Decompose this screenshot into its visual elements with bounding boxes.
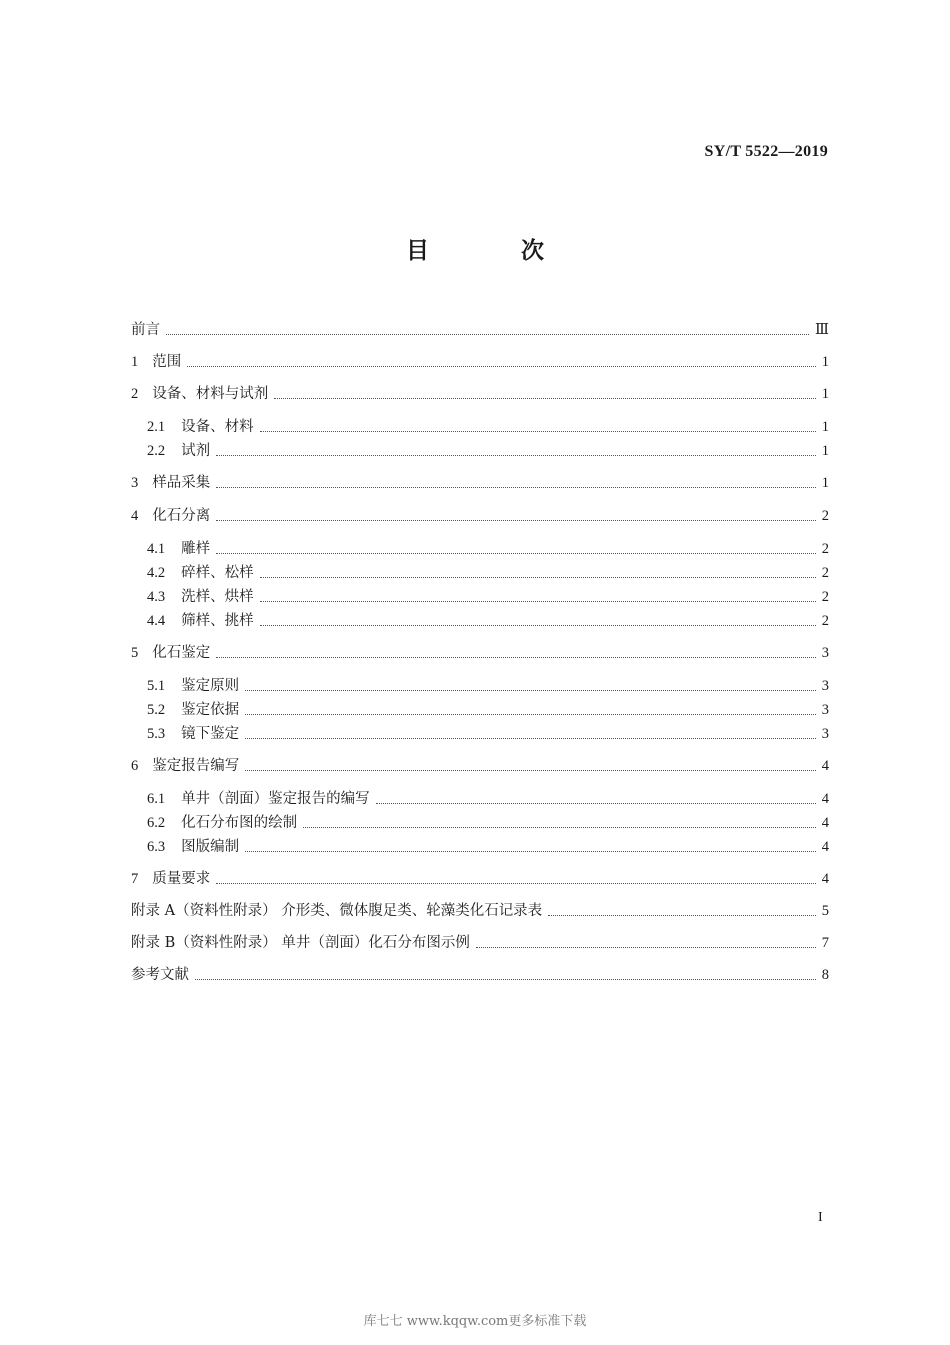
toc-entry-number: 6.3	[147, 839, 166, 855]
toc-dot-leader	[216, 520, 816, 521]
toc-dot-leader	[216, 883, 816, 884]
toc-dot-leader	[216, 455, 816, 456]
toc-entry-title: 鉴定报告编写	[152, 758, 240, 774]
toc-dot-leader	[260, 577, 816, 578]
toc-entry-title: 单井（剖面）鉴定报告的编写	[181, 791, 370, 807]
toc-entry-title: 参考文献	[131, 967, 189, 983]
toc-entry-page: 2	[821, 541, 829, 557]
toc-entry[interactable]	[131, 933, 829, 953]
toc-entry-title: 附录 B（资料性附录） 单井（剖面）化石分布图示例	[131, 935, 470, 951]
toc-entry-page: 1	[821, 475, 829, 491]
toc-entry[interactable]	[147, 676, 829, 696]
toc-entry-page: 1	[821, 443, 829, 459]
toc-entry-page: 7	[821, 935, 829, 951]
toc-dot-leader	[260, 601, 816, 602]
toc-entry-title: 化石鉴定	[152, 645, 211, 661]
toc-entry-page: 3	[821, 678, 829, 694]
toc-entry[interactable]	[147, 539, 829, 559]
toc-entry[interactable]	[131, 506, 829, 526]
toc-entry-number: 4.1	[147, 541, 166, 557]
toc-entry[interactable]	[147, 587, 829, 607]
toc-entry[interactable]	[131, 965, 829, 985]
toc-entry-page: 3	[821, 645, 829, 661]
toc-entry[interactable]	[131, 352, 829, 372]
toc-entry[interactable]	[147, 611, 829, 631]
toc-entry-number: 2.2	[147, 443, 166, 459]
toc-dot-leader	[260, 625, 816, 626]
toc-entry-page: 2	[821, 565, 829, 581]
toc-entry-page: 5	[821, 903, 829, 919]
toc-entry-page: 4	[821, 871, 829, 887]
standard-code: SY/T 5522—2019	[704, 143, 828, 160]
toc-entry-page: 4	[821, 758, 829, 774]
toc-entry-number: 4	[131, 508, 139, 524]
toc-entry-page: 1	[821, 419, 829, 435]
toc-entry-page: 1	[821, 386, 829, 402]
toc-entry-page: 4	[821, 839, 829, 855]
toc-entry-title: 设备、材料与试剂	[152, 386, 269, 402]
toc-entry-page: Ⅲ	[815, 322, 829, 338]
toc-entry-title: 鉴定原则	[181, 678, 240, 694]
toc-entry[interactable]	[131, 643, 829, 663]
toc-entry-title: 雕样	[181, 541, 211, 557]
toc-dot-leader	[245, 690, 816, 691]
toc-entry-number: 1	[131, 354, 139, 370]
toc-entry-number: 6.2	[147, 815, 166, 831]
toc-dot-leader	[216, 657, 816, 658]
toc-dot-leader	[303, 827, 816, 828]
toc-dot-leader	[187, 366, 816, 367]
toc-dot-leader	[216, 487, 816, 488]
toc-entry-page: 4	[821, 815, 829, 831]
toc-entry-title: 图版编制	[181, 839, 240, 855]
toc-entry-number: 5.1	[147, 678, 166, 694]
toc-entry[interactable]	[131, 384, 829, 404]
page-number: I	[818, 1210, 823, 1225]
toc-entry-number: 3	[131, 475, 139, 491]
toc-entry-number: 5	[131, 645, 139, 661]
toc-dot-leader	[195, 979, 816, 980]
toc-entry-number: 7	[131, 871, 139, 887]
toc-entry[interactable]	[147, 700, 829, 720]
toc-entry-title: 筛样、挑样	[181, 613, 254, 629]
toc-dot-leader	[260, 431, 816, 432]
toc-entry[interactable]	[131, 473, 829, 493]
toc-entry-page: 2	[821, 613, 829, 629]
toc-entry[interactable]	[131, 320, 829, 340]
toc-dot-leader	[376, 803, 816, 804]
toc-dot-leader	[245, 714, 816, 715]
toc-entry[interactable]	[131, 756, 829, 776]
toc-entry-number: 2.1	[147, 419, 166, 435]
toc-entry[interactable]	[147, 813, 829, 833]
toc-dot-leader	[274, 398, 816, 399]
toc-entry-title: 化石分布图的绘制	[181, 815, 298, 831]
toc-entry[interactable]	[131, 901, 829, 921]
toc-dot-leader	[166, 334, 809, 335]
toc-entry-title: 鉴定依据	[181, 702, 240, 718]
toc-entry-title: 质量要求	[152, 871, 211, 887]
toc-dot-leader	[216, 553, 816, 554]
toc-entry-title: 前言	[131, 322, 160, 338]
toc-entry-page: 1	[821, 354, 829, 370]
toc-entry[interactable]	[147, 417, 829, 437]
toc-entry[interactable]	[147, 724, 829, 744]
toc-entry-page: 4	[821, 791, 829, 807]
toc-entry-number: 6.1	[147, 791, 166, 807]
toc-entry-number: 5.3	[147, 726, 166, 742]
toc-entry-number: 4.4	[147, 613, 166, 629]
toc-dot-leader	[476, 947, 816, 948]
toc-entry-number: 5.2	[147, 702, 166, 718]
toc-entry-title: 化石分离	[152, 508, 211, 524]
toc-entry-title: 碎样、松样	[181, 565, 254, 581]
toc-entry[interactable]	[147, 441, 829, 461]
toc-entry-page: 2	[821, 589, 829, 605]
toc-entry-number: 4.2	[147, 565, 166, 581]
toc-entry-number: 6	[131, 758, 139, 774]
toc-entry-page: 8	[821, 967, 829, 983]
toc-entry-title: 洗样、烘样	[181, 589, 254, 605]
toc-dot-leader	[245, 738, 816, 739]
toc-entry[interactable]	[147, 789, 829, 809]
toc-entry-number: 2	[131, 386, 139, 402]
toc-entry[interactable]	[147, 837, 829, 857]
toc-entry-title: 镜下鉴定	[181, 726, 240, 742]
toc-entry-title: 样品采集	[152, 475, 211, 491]
toc-dot-leader	[548, 915, 816, 916]
toc-entry-title: 附录 A（资料性附录） 介形类、微体腹足类、轮藻类化石记录表	[131, 903, 543, 919]
toc-entry[interactable]	[147, 563, 829, 583]
toc-entry-page: 2	[821, 508, 829, 524]
toc-entry[interactable]	[131, 869, 829, 889]
toc-dot-leader	[245, 851, 816, 852]
toc-entry-page: 3	[821, 726, 829, 742]
watermark-text: 库七七 www.kqqw.com更多标准下载	[363, 1314, 587, 1329]
toc-dot-leader	[245, 770, 816, 771]
toc-entry-title: 试剂	[181, 443, 211, 459]
toc-entry-title: 范围	[152, 354, 182, 370]
toc-entry-page: 3	[821, 702, 829, 718]
page-title: 目 次	[405, 238, 586, 264]
toc-entry-title: 设备、材料	[181, 419, 254, 435]
toc-entry-number: 4.3	[147, 589, 166, 605]
